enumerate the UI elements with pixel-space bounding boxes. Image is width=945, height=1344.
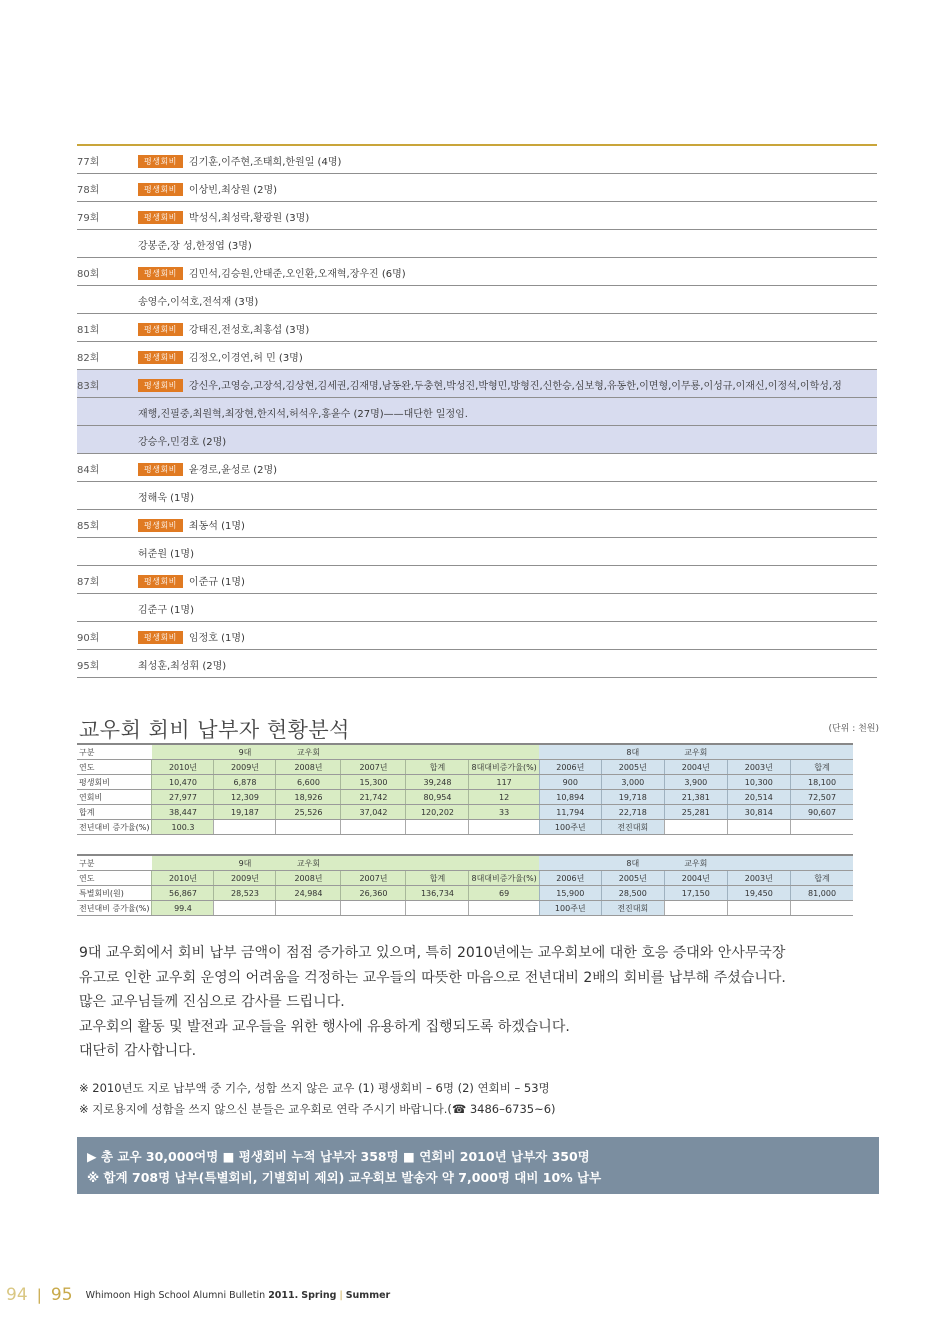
table-header-blank bbox=[469, 855, 539, 871]
member-row bbox=[77, 398, 877, 426]
table-header-blank bbox=[469, 744, 539, 760]
table-cell: 18,926 bbox=[276, 790, 341, 805]
table-cell bbox=[406, 820, 469, 835]
table-header-blank bbox=[406, 744, 469, 760]
table-header-row bbox=[77, 855, 853, 871]
publication-year: 2011. bbox=[268, 1290, 299, 1301]
table-cell: 12,309 bbox=[214, 790, 276, 805]
member-names-line bbox=[138, 321, 309, 336]
notes bbox=[79, 1078, 556, 1120]
member-row bbox=[77, 454, 877, 482]
table-header-era8: 8대 bbox=[601, 744, 664, 760]
table-header-row bbox=[77, 744, 853, 760]
member-names-line bbox=[138, 181, 277, 196]
table-header-blank bbox=[727, 744, 790, 760]
member-names-line bbox=[138, 601, 194, 616]
table-cell: 25,526 bbox=[276, 805, 341, 820]
member-names: 정해욱 (1명) bbox=[138, 493, 194, 504]
member-names-line bbox=[138, 349, 303, 364]
table-row bbox=[77, 805, 853, 820]
class-number: 80회 bbox=[77, 269, 100, 280]
table-cell bbox=[790, 820, 853, 835]
member-row bbox=[77, 146, 877, 174]
member-names: 윤경로,윤성로 (2명) bbox=[188, 465, 278, 476]
table-cell: 39,248 bbox=[406, 775, 469, 790]
table-header-blank bbox=[539, 855, 601, 871]
table-header-blank bbox=[152, 744, 214, 760]
page-number-right: 95 bbox=[50, 1285, 73, 1305]
member-row bbox=[77, 510, 877, 538]
table-cell bbox=[214, 820, 276, 835]
table-year-cell: 2006년 bbox=[539, 760, 601, 775]
member-names-line bbox=[138, 293, 258, 308]
paragraph-line: 많은 교우님들께 진심으로 감사를 드립니다. bbox=[79, 994, 345, 1010]
table-year-cell: 2005년 bbox=[601, 871, 664, 886]
table-cell: 전진대회 bbox=[601, 820, 664, 835]
class-number: 82회 bbox=[77, 353, 100, 364]
member-row bbox=[77, 650, 877, 678]
table-header-gyowoo8: 교우회 bbox=[664, 855, 727, 871]
member-names: 이상빈,최상원 (2명) bbox=[188, 185, 278, 196]
table-header-gubun: 구분 bbox=[77, 744, 152, 760]
table-row-label: 합계 bbox=[77, 805, 152, 820]
table-cell bbox=[276, 901, 341, 916]
member-names: 최성훈,최성휘 (2명) bbox=[138, 661, 227, 672]
member-names: 강봉준,장 성,한정엽 (3명) bbox=[138, 241, 252, 252]
table-header-blank bbox=[790, 744, 853, 760]
table-header-era9: 9대 bbox=[214, 855, 276, 871]
member-names-line bbox=[138, 517, 245, 532]
member-row bbox=[77, 622, 877, 650]
table-year-row bbox=[77, 871, 853, 886]
season-spring: Spring bbox=[301, 1290, 337, 1301]
class-number: 87회 bbox=[77, 577, 100, 588]
table-year-cell: 2004년 bbox=[664, 760, 727, 775]
member-names: 김정오,이경연,허 민 (3명) bbox=[188, 353, 303, 364]
table-row-label: 특별회비(원) bbox=[77, 886, 152, 901]
table-year-cell: 합계 bbox=[790, 760, 853, 775]
member-names: 박성식,최성락,황광원 (3명) bbox=[188, 213, 310, 224]
class-number: 81회 bbox=[77, 325, 100, 336]
table-year-label: 연도 bbox=[77, 760, 152, 775]
table-year-cell: 2010년 bbox=[152, 760, 214, 775]
table-cell: 10,300 bbox=[727, 775, 790, 790]
member-row bbox=[77, 482, 877, 510]
unit-label: (단위 : 천원) bbox=[828, 724, 879, 734]
table-cell: 6,600 bbox=[276, 775, 341, 790]
table-year-cell: 2007년 bbox=[341, 760, 406, 775]
table-cell: 10,470 bbox=[152, 775, 214, 790]
table-year-cell: 합계 bbox=[790, 871, 853, 886]
table-cell: 15,300 bbox=[341, 775, 406, 790]
member-row bbox=[77, 342, 877, 370]
table-cell: 69 bbox=[469, 886, 539, 901]
class-number: 79회 bbox=[77, 213, 100, 224]
table-year-cell: 8대대비증가율(%) bbox=[469, 871, 539, 886]
member-names: 재행,진필중,최원혁,최장현,한지석,허석우,홍윤수 (27명)——대단한 일정임. bbox=[138, 409, 468, 420]
member-names: 강태진,전성호,최홍섭 (3명) bbox=[188, 325, 310, 336]
table-cell: 100주년 bbox=[539, 901, 601, 916]
table-cell: 37,042 bbox=[341, 805, 406, 820]
table-year-cell: 2009년 bbox=[214, 871, 276, 886]
class-number: 85회 bbox=[77, 521, 100, 532]
member-list bbox=[77, 144, 877, 678]
table-cell: 81,000 bbox=[790, 886, 853, 901]
special-dues-table bbox=[77, 854, 853, 916]
table-cell bbox=[469, 820, 539, 835]
table-header-era9: 9대 bbox=[214, 744, 276, 760]
table-cell bbox=[727, 820, 790, 835]
member-row bbox=[77, 566, 877, 594]
table-cell: 6,878 bbox=[214, 775, 276, 790]
table-cell bbox=[727, 901, 790, 916]
table-year-cell: 2006년 bbox=[539, 871, 601, 886]
table-header-blank bbox=[790, 855, 853, 871]
member-row bbox=[77, 174, 877, 202]
lifetime-dues-badge: 평생회비 bbox=[138, 379, 183, 392]
banner-line-1: ▶ 총 교우 30,000여명 ■ 평생회비 누적 납부자 358명 ■ 연회비 2010년 납부자 350명 bbox=[87, 1149, 590, 1164]
lifetime-dues-badge: 평생회비 bbox=[138, 183, 183, 196]
summary-banner bbox=[77, 1137, 879, 1194]
table-year-cell: 합계 bbox=[406, 760, 469, 775]
table-cell: 117 bbox=[469, 775, 539, 790]
member-names: 강승우,민경호 (2명) bbox=[138, 437, 227, 448]
lifetime-dues-badge: 평생회비 bbox=[138, 519, 183, 532]
class-number: 83회 bbox=[77, 381, 100, 392]
table-header-gyowoo9: 교우회 bbox=[276, 855, 341, 871]
table-cell: 19,450 bbox=[727, 886, 790, 901]
table-cell: 72,507 bbox=[790, 790, 853, 805]
table-header-blank bbox=[406, 855, 469, 871]
page-number-left: 94 bbox=[6, 1285, 28, 1305]
member-row bbox=[77, 594, 877, 622]
table-cell: 30,814 bbox=[727, 805, 790, 820]
lifetime-dues-badge: 평생회비 bbox=[138, 323, 183, 336]
table-header-blank bbox=[727, 855, 790, 871]
table-cell bbox=[341, 901, 406, 916]
member-names-line bbox=[138, 209, 309, 224]
member-row bbox=[77, 230, 877, 258]
season-separator: | bbox=[339, 1290, 343, 1301]
paragraph-line: 대단히 감사합니다. bbox=[79, 1043, 197, 1059]
table-cell: 3,900 bbox=[664, 775, 727, 790]
table-cell: 12 bbox=[469, 790, 539, 805]
member-names-line bbox=[138, 377, 842, 392]
table-year-cell: 2008년 bbox=[276, 760, 341, 775]
table-cell: 22,718 bbox=[601, 805, 664, 820]
paragraph-line: 유고로 인한 교우회 운영의 어려움을 걱정하는 교우들의 따뜻한 마음으로 전년대비 2배의 회비를 납부해 주셨습니다. bbox=[79, 969, 786, 986]
table-header-blank bbox=[341, 855, 406, 871]
publication-name: Whimoon High School Alumni Bulletin bbox=[85, 1290, 266, 1301]
banner-line-2: ※ 합계 708명 납부(특별회비, 기별회비 제외) 교우회보 발송자 약 7,000명 대비 10% 납부 bbox=[87, 1170, 602, 1185]
member-names: 임정호 (1명) bbox=[188, 633, 245, 644]
table-cell: 90,607 bbox=[790, 805, 853, 820]
member-names-line bbox=[138, 461, 277, 476]
table-year-row bbox=[77, 760, 853, 775]
table-row bbox=[77, 886, 853, 901]
table-cell: 11,794 bbox=[539, 805, 601, 820]
class-number: 95회 bbox=[77, 661, 100, 672]
table-cell: 21,381 bbox=[664, 790, 727, 805]
member-names: 김기훈,이주현,조태희,한원일 (4명) bbox=[188, 157, 342, 168]
page-footer bbox=[6, 1285, 390, 1305]
table-cell bbox=[214, 901, 276, 916]
member-names: 이준규 (1명) bbox=[188, 577, 245, 588]
table-cell: 26,360 bbox=[341, 886, 406, 901]
table-cell: 28,500 bbox=[601, 886, 664, 901]
table-cell: 24,984 bbox=[276, 886, 341, 901]
table-cell: 28,523 bbox=[214, 886, 276, 901]
class-number: 78회 bbox=[77, 185, 100, 196]
table-header-blank bbox=[539, 744, 601, 760]
table-cell: 136,734 bbox=[406, 886, 469, 901]
dues-table bbox=[77, 743, 853, 835]
member-row bbox=[77, 202, 877, 230]
table-cell bbox=[664, 901, 727, 916]
table-header-gubun: 구분 bbox=[77, 855, 152, 871]
table-year-cell: 합계 bbox=[406, 871, 469, 886]
table-row bbox=[77, 775, 853, 790]
lifetime-dues-badge: 평생회비 bbox=[138, 155, 183, 168]
table-cell bbox=[790, 901, 853, 916]
table-year-cell: 2003년 bbox=[727, 871, 790, 886]
table-header-blank bbox=[341, 744, 406, 760]
member-row bbox=[77, 286, 877, 314]
publication-title bbox=[86, 1290, 391, 1301]
lifetime-dues-badge: 평생회비 bbox=[138, 351, 183, 364]
summary-paragraph bbox=[79, 941, 879, 1064]
table-year-cell: 2004년 bbox=[664, 871, 727, 886]
lifetime-dues-badge: 평생회비 bbox=[138, 211, 183, 224]
member-names: 김준구 (1명) bbox=[138, 605, 194, 616]
section-title: 교우회 회비 납부자 현황분석 bbox=[79, 718, 350, 742]
member-names-line bbox=[138, 545, 194, 560]
class-number: 90회 bbox=[77, 633, 100, 644]
table-cell: 19,187 bbox=[214, 805, 276, 820]
member-names-line bbox=[138, 573, 245, 588]
note-line: ※ 2010년도 지로 납부액 중 기수, 성함 쓰지 않은 교우 (1) 평생회비 – 6명 (2) 연회비 – 53명 bbox=[79, 1081, 550, 1095]
table-cell: 100.3 bbox=[152, 820, 214, 835]
member-names-line bbox=[138, 629, 245, 644]
member-names: 김민석,김승원,안태준,오인환,오재혁,장우진 (6명) bbox=[188, 269, 406, 280]
table-cell bbox=[664, 820, 727, 835]
member-names-line bbox=[138, 265, 406, 280]
table-cell bbox=[341, 820, 406, 835]
member-names: 송영수,이석호,전석재 (3명) bbox=[138, 297, 259, 308]
member-row bbox=[77, 258, 877, 286]
table-row-label: 연회비 bbox=[77, 790, 152, 805]
member-names-line bbox=[138, 153, 341, 168]
table-cell: 100주년 bbox=[539, 820, 601, 835]
table-cell: 33 bbox=[469, 805, 539, 820]
table-row-label: 평생회비 bbox=[77, 775, 152, 790]
table-header-gyowoo9: 교우회 bbox=[276, 744, 341, 760]
table-header-gyowoo8: 교우회 bbox=[664, 744, 727, 760]
table-cell: 120,202 bbox=[406, 805, 469, 820]
class-number: 84회 bbox=[77, 465, 100, 476]
member-row bbox=[77, 538, 877, 566]
table-year-cell: 2009년 bbox=[214, 760, 276, 775]
table-row bbox=[77, 901, 853, 916]
table-cell: 10,894 bbox=[539, 790, 601, 805]
table-year-cell: 2003년 bbox=[727, 760, 790, 775]
member-names-line bbox=[138, 433, 226, 448]
table-cell: 99.4 bbox=[152, 901, 214, 916]
table-year-cell: 2005년 bbox=[601, 760, 664, 775]
member-names-line bbox=[138, 237, 252, 252]
table-row bbox=[77, 820, 853, 835]
table-header-era8: 8대 bbox=[601, 855, 664, 871]
table-year-cell: 8대대비증가율(%) bbox=[469, 760, 539, 775]
lifetime-dues-badge: 평생회비 bbox=[138, 463, 183, 476]
table-cell: 15,900 bbox=[539, 886, 601, 901]
member-row bbox=[77, 314, 877, 342]
member-names-line bbox=[138, 489, 194, 504]
table-row-label: 전년대비 증가율(%) bbox=[77, 820, 152, 835]
class-number: 77회 bbox=[77, 157, 100, 168]
table-cell: 18,100 bbox=[790, 775, 853, 790]
season-summer: Summer bbox=[345, 1290, 391, 1301]
member-names: 허준원 (1명) bbox=[138, 549, 194, 560]
table-cell: 17,150 bbox=[664, 886, 727, 901]
table-cell: 20,514 bbox=[727, 790, 790, 805]
table-header-blank bbox=[152, 855, 214, 871]
table-year-cell: 2008년 bbox=[276, 871, 341, 886]
member-names-line bbox=[138, 657, 226, 672]
member-names-line bbox=[138, 405, 468, 420]
lifetime-dues-badge: 평생회비 bbox=[138, 267, 183, 280]
table-cell: 38,447 bbox=[152, 805, 214, 820]
table-year-label: 연도 bbox=[77, 871, 152, 886]
member-row bbox=[77, 370, 877, 398]
table-cell: 전진대회 bbox=[601, 901, 664, 916]
table-row-label: 전년대비 증가율(%) bbox=[77, 901, 152, 916]
table-cell: 25,281 bbox=[664, 805, 727, 820]
table-cell: 3,000 bbox=[601, 775, 664, 790]
lifetime-dues-badge: 평생회비 bbox=[138, 631, 183, 644]
table-year-cell: 2007년 bbox=[341, 871, 406, 886]
member-names: 강신우,고영승,고장석,김상현,김세권,김재명,남동완,두충현,박성진,박형민,방형진,신한승,심보형,유동한,이면형,이무룡,이성규,이재신,이정석,이학성,정 bbox=[188, 381, 842, 392]
table-cell bbox=[469, 901, 539, 916]
paragraph-line: 9대 교우회에서 회비 납부 금액이 점점 증가하고 있으며, 특히 2010년에는 교우회보에 대한 호응 증대와 안사무국장 bbox=[79, 945, 786, 961]
table-year-cell: 2010년 bbox=[152, 871, 214, 886]
member-names: 최동석 (1명) bbox=[188, 521, 245, 532]
table-cell: 900 bbox=[539, 775, 601, 790]
table-cell: 56,867 bbox=[152, 886, 214, 901]
table-cell: 27,977 bbox=[152, 790, 214, 805]
table-cell bbox=[276, 820, 341, 835]
table-cell bbox=[406, 901, 469, 916]
table-cell: 21,742 bbox=[341, 790, 406, 805]
page-separator: | bbox=[36, 1286, 42, 1304]
table-cell: 19,718 bbox=[601, 790, 664, 805]
member-row bbox=[77, 426, 877, 454]
table-cell: 80,954 bbox=[406, 790, 469, 805]
paragraph-line: 교우회의 활동 및 발전과 교우들을 위한 행사에 유용하게 집행되도록 하겠습니다. bbox=[79, 1018, 570, 1035]
note-line: ※ 지로용지에 성함을 쓰지 않으신 분들은 교우회로 연락 주시기 바랍니다.(☎ 3486–6735~6) bbox=[79, 1102, 556, 1116]
lifetime-dues-badge: 평생회비 bbox=[138, 575, 183, 588]
table-row bbox=[77, 790, 853, 805]
